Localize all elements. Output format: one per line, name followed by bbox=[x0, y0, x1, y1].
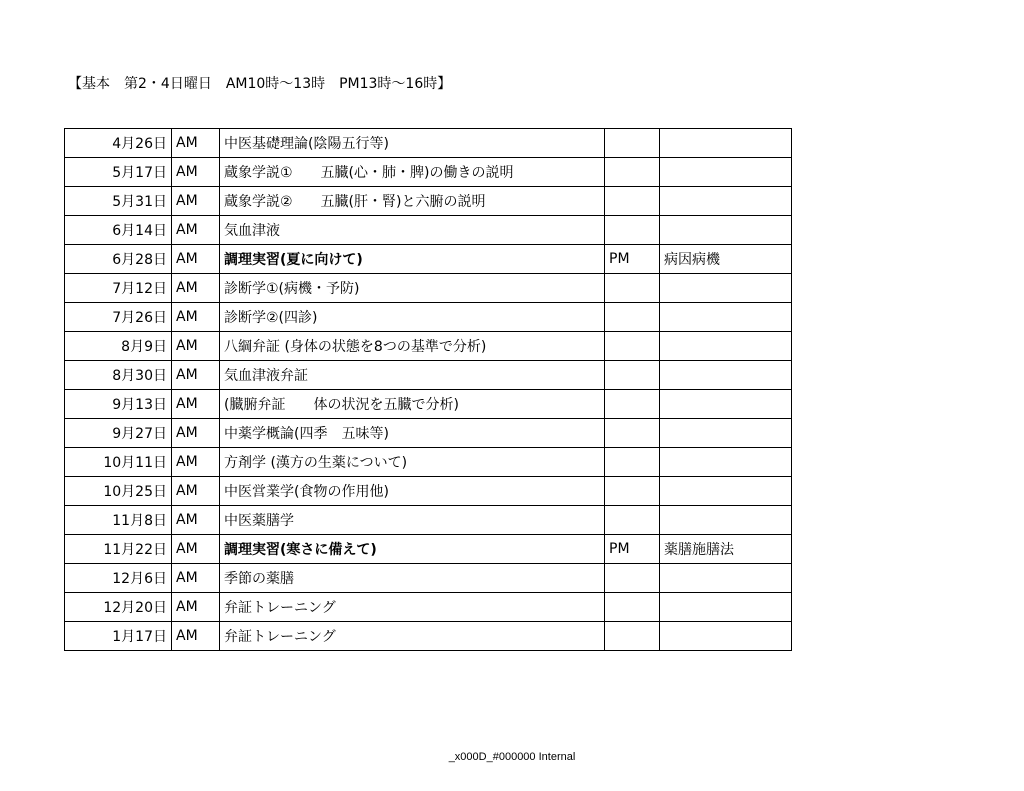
row-ampm-cell: AM bbox=[172, 361, 220, 390]
schedule-row bbox=[65, 187, 792, 216]
footer-label bbox=[0, 751, 1024, 763]
row-topic-cell: 弁証トレーニング bbox=[220, 622, 605, 651]
schedule-table-body bbox=[65, 129, 792, 651]
row-ampm-cell: AM bbox=[172, 535, 220, 564]
row-topic-cell: 季節の薬膳 bbox=[220, 564, 605, 593]
row-topic-cell: 蔵象学説② 五臓(肝・腎)と六腑の説明 bbox=[220, 187, 605, 216]
row-pm-topic-cell bbox=[660, 158, 792, 187]
row-date-cell: 1月17日 bbox=[65, 622, 172, 651]
row-ampm-cell: AM bbox=[172, 622, 220, 651]
row-date-cell: 9月27日 bbox=[65, 419, 172, 448]
schedule-row bbox=[65, 506, 792, 535]
row-ampm-cell: AM bbox=[172, 187, 220, 216]
schedule-row bbox=[65, 419, 792, 448]
row-topic-cell: 診断学②(四診) bbox=[220, 303, 605, 332]
row-date-cell: 10月11日 bbox=[65, 448, 172, 477]
row-pm-topic-cell bbox=[660, 593, 792, 622]
row-ampm-cell: AM bbox=[172, 448, 220, 477]
row-topic-cell: 気血津液弁証 bbox=[220, 361, 605, 390]
row-date-cell: 11月22日 bbox=[65, 535, 172, 564]
schedule-row bbox=[65, 274, 792, 303]
row-pm-cell bbox=[605, 216, 660, 245]
row-topic-cell: 弁証トレーニング bbox=[220, 593, 605, 622]
row-pm-cell bbox=[605, 506, 660, 535]
row-pm-cell bbox=[605, 187, 660, 216]
row-ampm-cell: AM bbox=[172, 274, 220, 303]
row-ampm-cell: AM bbox=[172, 564, 220, 593]
row-date-cell: 5月17日 bbox=[65, 158, 172, 187]
schedule-row bbox=[65, 129, 792, 158]
row-pm-cell bbox=[605, 564, 660, 593]
row-ampm-cell: AM bbox=[172, 158, 220, 187]
schedule-row bbox=[65, 390, 792, 419]
row-pm-cell bbox=[605, 622, 660, 651]
row-date-cell: 7月12日 bbox=[65, 274, 172, 303]
row-pm-topic-cell bbox=[660, 477, 792, 506]
row-pm-topic-cell: 薬膳施膳法 bbox=[660, 535, 792, 564]
row-pm-topic-cell bbox=[660, 361, 792, 390]
row-date-cell: 8月9日 bbox=[65, 332, 172, 361]
row-pm-topic-cell bbox=[660, 506, 792, 535]
row-ampm-cell: AM bbox=[172, 593, 220, 622]
schedule-row bbox=[65, 361, 792, 390]
row-pm-topic-cell bbox=[660, 303, 792, 332]
row-topic-cell: 方剤学 (漢方の生薬について) bbox=[220, 448, 605, 477]
row-pm-topic-cell bbox=[660, 564, 792, 593]
schedule-row bbox=[65, 622, 792, 651]
row-topic-cell: 気血津液 bbox=[220, 216, 605, 245]
row-ampm-cell: AM bbox=[172, 216, 220, 245]
row-pm-cell bbox=[605, 274, 660, 303]
row-date-cell: 6月14日 bbox=[65, 216, 172, 245]
row-topic-cell: 中医薬膳学 bbox=[220, 506, 605, 535]
footer-text: _x000D_#000000 Internal bbox=[448, 751, 576, 763]
row-ampm-cell: AM bbox=[172, 419, 220, 448]
row-pm-topic-cell bbox=[660, 419, 792, 448]
row-pm-cell bbox=[605, 158, 660, 187]
row-pm-topic-cell: 病因病機 bbox=[660, 245, 792, 274]
schedule-row bbox=[65, 564, 792, 593]
schedule-row bbox=[65, 448, 792, 477]
row-topic-cell: 蔵象学説① 五臓(心・肺・脾)の働きの説明 bbox=[220, 158, 605, 187]
row-pm-cell bbox=[605, 129, 660, 158]
row-pm-cell: PM bbox=[605, 245, 660, 274]
row-date-cell: 4月26日 bbox=[65, 129, 172, 158]
row-topic-cell: 中医基礎理論(陰陽五行等) bbox=[220, 129, 605, 158]
row-pm-topic-cell bbox=[660, 390, 792, 419]
row-topic-cell: 中医営業学(食物の作用他) bbox=[220, 477, 605, 506]
row-date-cell: 12月6日 bbox=[65, 564, 172, 593]
row-date-cell: 11月8日 bbox=[65, 506, 172, 535]
row-topic-cell: 調理実習(夏に向けて) bbox=[220, 245, 605, 274]
row-pm-topic-cell bbox=[660, 187, 792, 216]
row-date-cell: 8月30日 bbox=[65, 361, 172, 390]
row-ampm-cell: AM bbox=[172, 506, 220, 535]
row-pm-topic-cell bbox=[660, 332, 792, 361]
row-ampm-cell: AM bbox=[172, 303, 220, 332]
row-topic-cell: 中薬学概論(四季 五味等) bbox=[220, 419, 605, 448]
schedule-row bbox=[65, 158, 792, 187]
row-pm-cell bbox=[605, 448, 660, 477]
row-pm-cell bbox=[605, 361, 660, 390]
row-date-cell: 5月31日 bbox=[65, 187, 172, 216]
row-pm-topic-cell bbox=[660, 622, 792, 651]
row-pm-topic-cell bbox=[660, 216, 792, 245]
row-date-cell: 9月13日 bbox=[65, 390, 172, 419]
row-ampm-cell: AM bbox=[172, 245, 220, 274]
row-topic-cell: 診断学①(病機・予防) bbox=[220, 274, 605, 303]
row-pm-topic-cell bbox=[660, 274, 792, 303]
row-pm-cell bbox=[605, 419, 660, 448]
row-topic-cell: 調理実習(寒さに備えて) bbox=[220, 535, 605, 564]
row-pm-cell bbox=[605, 303, 660, 332]
row-pm-topic-cell bbox=[660, 129, 792, 158]
schedule-row bbox=[65, 593, 792, 622]
row-topic-cell: (臓腑弁証 体の状況を五臓で分析) bbox=[220, 390, 605, 419]
row-ampm-cell: AM bbox=[172, 477, 220, 506]
row-pm-cell bbox=[605, 332, 660, 361]
row-date-cell: 6月28日 bbox=[65, 245, 172, 274]
row-pm-cell bbox=[605, 477, 660, 506]
schedule-row bbox=[65, 332, 792, 361]
row-ampm-cell: AM bbox=[172, 129, 220, 158]
row-date-cell: 7月26日 bbox=[65, 303, 172, 332]
schedule-table bbox=[64, 128, 792, 651]
row-pm-cell bbox=[605, 593, 660, 622]
schedule-row bbox=[65, 216, 792, 245]
row-pm-topic-cell bbox=[660, 448, 792, 477]
schedule-row bbox=[65, 477, 792, 506]
row-ampm-cell: AM bbox=[172, 390, 220, 419]
row-topic-cell: 八綱弁証 (身体の状態を8つの基準で分析) bbox=[220, 332, 605, 361]
row-pm-cell: PM bbox=[605, 535, 660, 564]
schedule-row bbox=[65, 245, 792, 274]
row-pm-cell bbox=[605, 390, 660, 419]
row-date-cell: 10月25日 bbox=[65, 477, 172, 506]
row-ampm-cell: AM bbox=[172, 332, 220, 361]
schedule-row bbox=[65, 535, 792, 564]
schedule-row bbox=[65, 303, 792, 332]
row-date-cell: 12月20日 bbox=[65, 593, 172, 622]
schedule-heading: 【基本 第2・4日曜日 AM10時～13時 PM13時～16時】 bbox=[68, 76, 452, 92]
